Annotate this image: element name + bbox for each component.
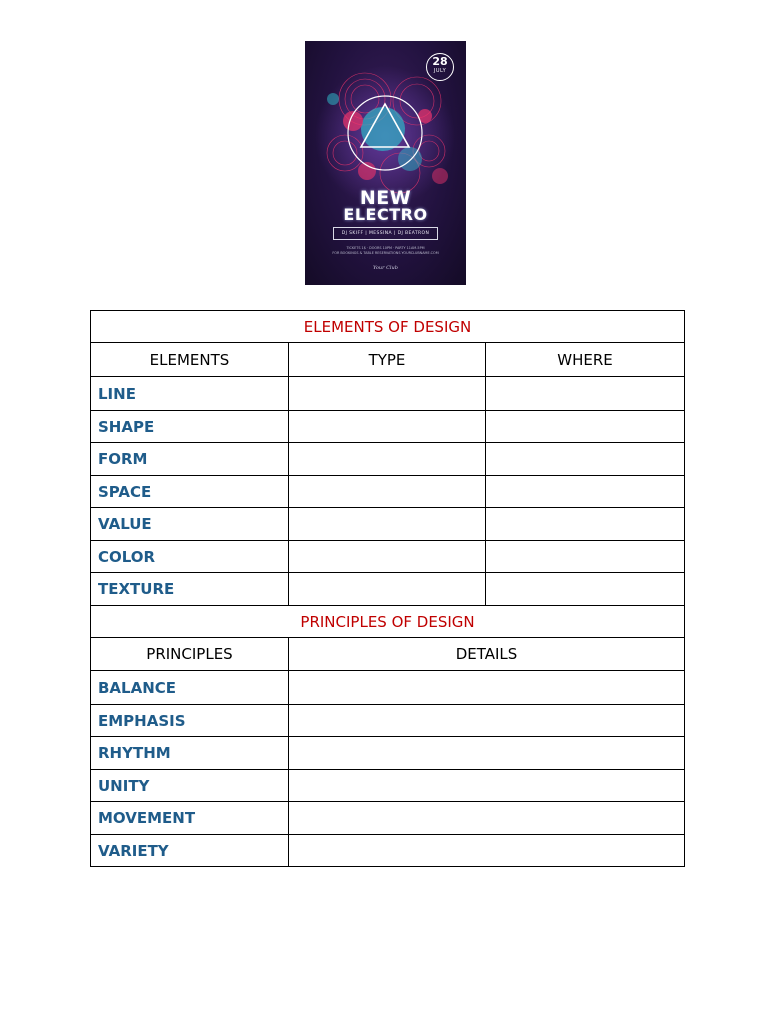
table-row	[91, 802, 685, 835]
principles-section-title: PRINCIPLES OF DESIGN	[91, 606, 685, 638]
principle-label-variety: VARIETY	[91, 835, 289, 867]
where-cell-shape[interactable]	[486, 411, 685, 443]
principles-header-row	[91, 638, 685, 671]
where-cell-value[interactable]	[486, 508, 685, 541]
table-row	[91, 476, 685, 508]
poster-info-line1: TICKETS 1$ · DOORS 10PM · PARTY 11AM-5PM	[346, 246, 425, 250]
principle-label-emphasis: EMPHASIS	[91, 705, 289, 737]
table-row	[91, 443, 685, 476]
event-poster	[305, 41, 466, 285]
table-row	[91, 508, 685, 541]
poster-info-line2: FOR BOOKINGS & TABLE RESERVATIONS YOURCLUBNAME.COM	[332, 251, 439, 255]
header-elements: ELEMENTS	[91, 343, 289, 377]
where-cell-texture[interactable]	[486, 573, 685, 606]
table-row	[91, 671, 685, 705]
elements-title-row	[91, 311, 685, 343]
date-day: 28	[432, 55, 448, 68]
date-month: JULY	[433, 68, 447, 74]
element-label-space: SPACE	[91, 476, 289, 508]
table-row	[91, 835, 685, 867]
type-cell-shape[interactable]	[289, 411, 486, 443]
type-cell-space[interactable]	[289, 476, 486, 508]
elements-header-row	[91, 343, 685, 377]
poster-title-line1: NEW	[359, 187, 412, 209]
details-cell-unity[interactable]	[289, 770, 685, 802]
principle-label-rhythm: RHYTHM	[91, 737, 289, 770]
poster-club-name: Your Club	[373, 265, 398, 271]
type-cell-line[interactable]	[289, 377, 486, 411]
where-cell-space[interactable]	[486, 476, 685, 508]
header-type: TYPE	[289, 343, 486, 377]
element-label-line: LINE	[91, 377, 289, 411]
details-cell-movement[interactable]	[289, 802, 685, 835]
element-label-form: FORM	[91, 443, 289, 476]
poster-title-line2: ELECTRO	[343, 205, 428, 224]
table-row	[91, 377, 685, 411]
principle-label-movement: MOVEMENT	[91, 802, 289, 835]
type-cell-color[interactable]	[289, 541, 486, 573]
principle-label-unity: UNITY	[91, 770, 289, 802]
element-label-shape: SHAPE	[91, 411, 289, 443]
type-cell-texture[interactable]	[289, 573, 486, 606]
header-where: WHERE	[486, 343, 685, 377]
header-details: DETAILS	[289, 638, 685, 671]
principle-label-balance: BALANCE	[91, 671, 289, 705]
table-row	[91, 770, 685, 802]
element-label-texture: TEXTURE	[91, 573, 289, 606]
table-row	[91, 737, 685, 770]
design-table	[90, 310, 685, 867]
where-cell-color[interactable]	[486, 541, 685, 573]
poster-info	[325, 246, 446, 256]
details-cell-rhythm[interactable]	[289, 737, 685, 770]
principles-title-row	[91, 606, 685, 638]
table-row	[91, 573, 685, 606]
element-label-value: VALUE	[91, 508, 289, 541]
details-cell-variety[interactable]	[289, 835, 685, 867]
details-cell-balance[interactable]	[289, 671, 685, 705]
type-cell-value[interactable]	[289, 508, 486, 541]
elements-section-title: ELEMENTS OF DESIGN	[91, 311, 685, 343]
table-row	[91, 705, 685, 737]
where-cell-form[interactable]	[486, 443, 685, 476]
details-cell-emphasis[interactable]	[289, 705, 685, 737]
type-cell-form[interactable]	[289, 443, 486, 476]
poster-lineup: DJ SKIFF | MESSINA | DJ BEATRON	[333, 227, 438, 240]
table-row	[91, 541, 685, 573]
date-badge	[426, 53, 454, 81]
table-row	[91, 411, 685, 443]
element-label-color: COLOR	[91, 541, 289, 573]
where-cell-line[interactable]	[486, 377, 685, 411]
header-principles: PRINCIPLES	[91, 638, 289, 671]
